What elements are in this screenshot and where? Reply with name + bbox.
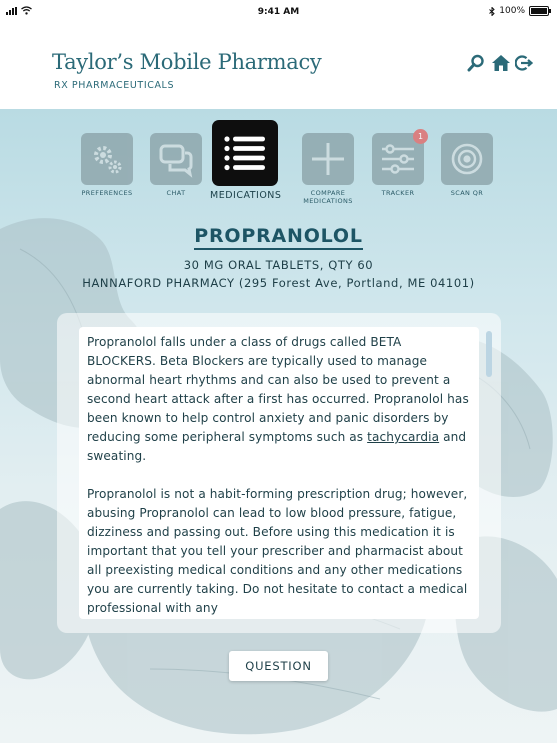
nav-compare-medications[interactable] <box>293 133 363 205</box>
bluetooth-icon <box>489 7 495 16</box>
nav-tile-compare <box>302 133 354 185</box>
paragraph-1-text: Propranolol falls under a class of drugs called BETA BLOCKERS. Beta Blockers are typically used to manage abnormal heart rhythms and can also be used to prevent a second heart attack after a first has occurred. Propranolol has been known to help control anxiety and panic disorders by reducing some peripheral symptoms such as <box>87 335 469 444</box>
chat-icon <box>157 140 195 178</box>
tracker-badge: 1 <box>413 129 428 144</box>
nav-label-medications: MEDICATIONS <box>210 190 282 201</box>
app-subtitle: RX PHARMACEUTICALS <box>54 80 175 91</box>
nav-scan-qr[interactable] <box>432 133 502 197</box>
battery-percent: 100% <box>499 6 525 16</box>
nav-tile-tracker <box>372 133 424 185</box>
nav-tile-preferences <box>81 133 133 185</box>
drug-name-text: PROPRANOLOL <box>194 225 363 250</box>
drug-name[interactable] <box>0 225 557 247</box>
header-actions <box>467 54 533 72</box>
description-paragraph-1 <box>87 333 471 466</box>
app-header <box>0 22 557 109</box>
sliders-icon <box>379 140 417 178</box>
nav-tile-scan <box>441 133 493 185</box>
list-icon <box>223 133 267 173</box>
status-bar <box>0 0 557 22</box>
paragraph-1-end: and sweating. <box>87 430 467 463</box>
drug-dose: 30 MG ORAL TABLETS, QTY 60 <box>183 258 374 272</box>
nav-chat[interactable] <box>141 133 211 197</box>
description-card[interactable] <box>79 327 479 619</box>
feature-nav <box>0 121 557 211</box>
battery-icon <box>529 6 549 16</box>
nav-label-scan: SCAN QR <box>450 189 484 197</box>
scan-icon <box>448 140 486 178</box>
search-icon[interactable] <box>467 54 485 72</box>
nav-preferences[interactable] <box>72 133 142 197</box>
status-time: 9:41 AM <box>257 7 300 17</box>
description-panel <box>57 313 501 633</box>
plus-icon <box>311 142 345 176</box>
description-scrollbar[interactable] <box>486 331 492 617</box>
drug-pharmacy: HANNAFORD PHARMACY (295 Forest Ave, Portland, ME 04101) <box>82 276 475 290</box>
nav-medications[interactable] <box>210 120 280 200</box>
nav-tracker[interactable] <box>363 133 433 197</box>
description-text <box>79 327 479 618</box>
logout-icon[interactable] <box>515 54 533 72</box>
nav-label-chat: CHAT <box>166 189 186 197</box>
nav-label-preferences: PREFERENCES <box>81 189 133 197</box>
nav-label-compare: COMPARE MEDICATIONS <box>303 189 353 205</box>
app-title: Taylor’s Mobile Pharmacy <box>52 50 322 74</box>
question-button[interactable]: QUESTION <box>229 651 328 681</box>
scrollbar-thumb[interactable] <box>486 331 492 377</box>
main-content <box>0 109 557 743</box>
nav-tile-medications <box>212 120 278 186</box>
nav-tile-chat <box>150 133 202 185</box>
nav-label-tracker: TRACKER <box>381 189 415 197</box>
tachycardia-link[interactable]: tachycardia <box>367 430 440 444</box>
status-right <box>489 6 549 16</box>
gear-icon <box>88 140 126 178</box>
home-icon[interactable] <box>491 54 509 72</box>
description-paragraph-2: Propranolol is not a habit-forming prescription drug; however, abusing Propranolol can lead to low blood pressure, fatigue, dizziness and passing out. Before using this medication it is important that you tell your prescriber and pharmacist about all preexisting medical conditions and any other medications you are currently taking. Do not hesitate to contact a medical professional with any <box>87 487 468 615</box>
